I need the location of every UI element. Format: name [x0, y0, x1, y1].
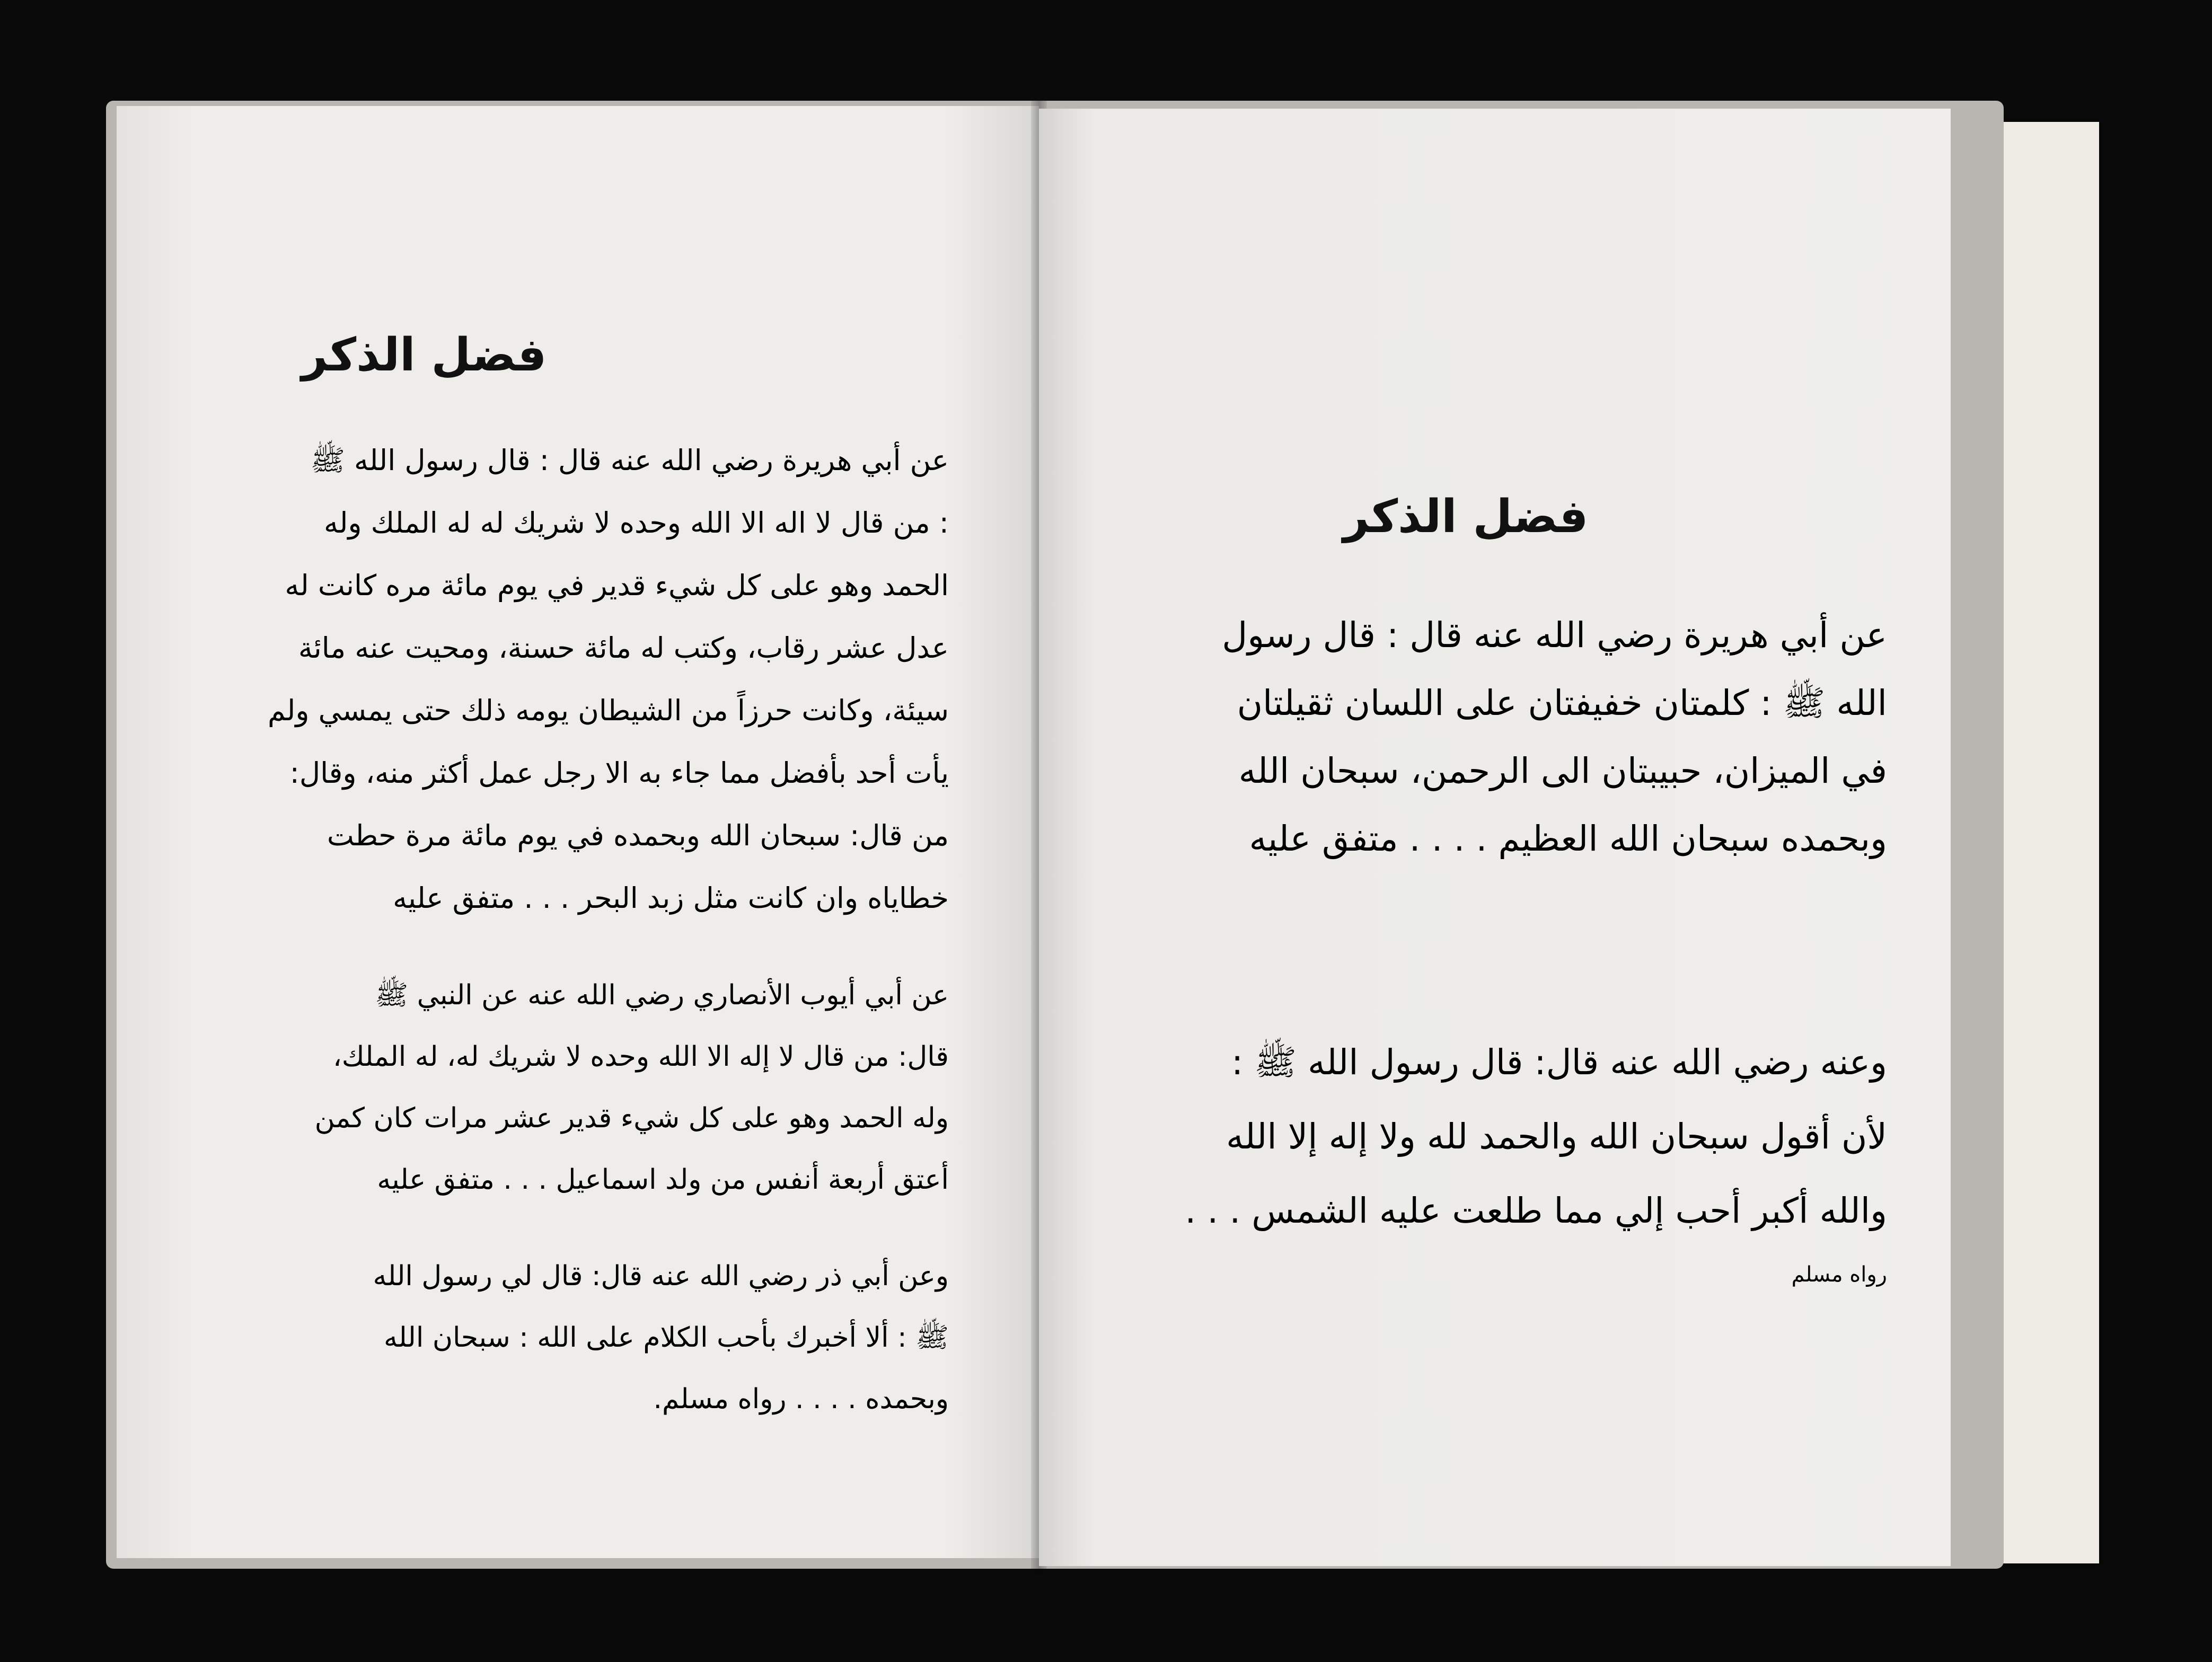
left-hadith-3-line-1: وعن أبي ذر رضي الله عنه قال: قال لي رسول الله	[373, 1260, 949, 1292]
right-hadith-1-line-1: عن أبي هريرة رضي الله عنه قال : قال رسول	[1222, 615, 1887, 656]
left-hadith-1-line-4: عدل عشر رقاب، وكتب له مائة حسنة، ومحيت عنه مائة	[298, 631, 949, 665]
right-hadith-1-line-4: وبحمده سبحان الله العظيم . . . . متفق عليه	[1249, 818, 1887, 859]
left-hadith-2-line-1: عن أبي أيوب الأنصاري رضي الله عنه عن النبي ﷺ	[375, 979, 949, 1011]
right-page-title: فضل الذكر	[1343, 490, 1589, 543]
left-hadith-1-line-7: من قال: سبحان الله وبحمده في يوم مائة مرة حطت	[327, 819, 949, 852]
right-hadith-1	[1081, 602, 1887, 873]
right-hadith-2-line-3: والله أكبر أحب إلي مما طلعت عليه الشمس . . .	[1185, 1190, 1887, 1231]
left-hadith-1-line-1: عن أبي هريرة رضي الله عنه قال : قال رسول الله ﷺ	[310, 444, 949, 477]
left-hadith-1-line-6: يأت أحد بأفضل مما جاء به الا رجل عمل أكثر منه، وقال:	[289, 756, 949, 790]
left-page-title: فضل الذكر	[301, 329, 547, 382]
left-hadith-2-line-2: قال: من قال لا إله الا الله وحده لا شريك له، له الملك،	[332, 1041, 949, 1073]
left-hadith-3-line-3: وبحمده . . . . رواه مسلم.	[653, 1383, 949, 1415]
right-hadith-1-line-2: الله ﷺ : كلمتان خفيفتان على اللسان ثقيلتان	[1237, 683, 1887, 723]
right-hadith-2	[1081, 1026, 1887, 1301]
right-hadith-1-line-3: في الميزان، حبيبتان الى الرحمن، سبحان الله	[1238, 750, 1887, 791]
left-hadith-1-line-8: خطاياه وان كانت مثل زبد البحر . . . متفق عليه	[393, 881, 949, 915]
left-hadith-1-line-3: الحمد وهو على كل شيء قدير في يوم مائة مره كانت له	[285, 569, 949, 602]
left-hadith-1-line-5: سيئة، وكانت حرزاً من الشيطان يومه ذلك حتى يمسي ولم	[267, 694, 949, 727]
left-hadith-2-line-4: أعتق أربعة أنفس من ولد اسماعيل . . . متفق عليه	[377, 1164, 949, 1196]
left-page	[117, 106, 1039, 1558]
left-hadith-2-line-3: وله الحمد وهو على كل شيء قدير عشر مرات كان كمن	[314, 1102, 949, 1134]
left-hadith-1-line-2: : من قال لا اله الا الله وحده لا شريك له له الملك وله	[324, 506, 949, 540]
right-hadith-2-line-4: رواه مسلم	[1791, 1262, 1887, 1287]
left-hadith-2	[207, 965, 949, 1210]
left-hadith-3-line-2: ﷺ : ألا أخبرك بأحب الكلام على الله : سبحان الله	[383, 1322, 949, 1354]
right-hadith-2-line-1: وعنه رضي الله عنه قال: قال رسول الله ﷺ :	[1231, 1042, 1887, 1083]
left-hadith-1	[207, 429, 949, 930]
left-hadith-3	[207, 1245, 949, 1430]
right-hadith-2-line-2: لأن أقول سبحان الله والحمد لله ولا إله إلا الله	[1226, 1116, 1887, 1157]
right-page	[1039, 109, 1951, 1566]
